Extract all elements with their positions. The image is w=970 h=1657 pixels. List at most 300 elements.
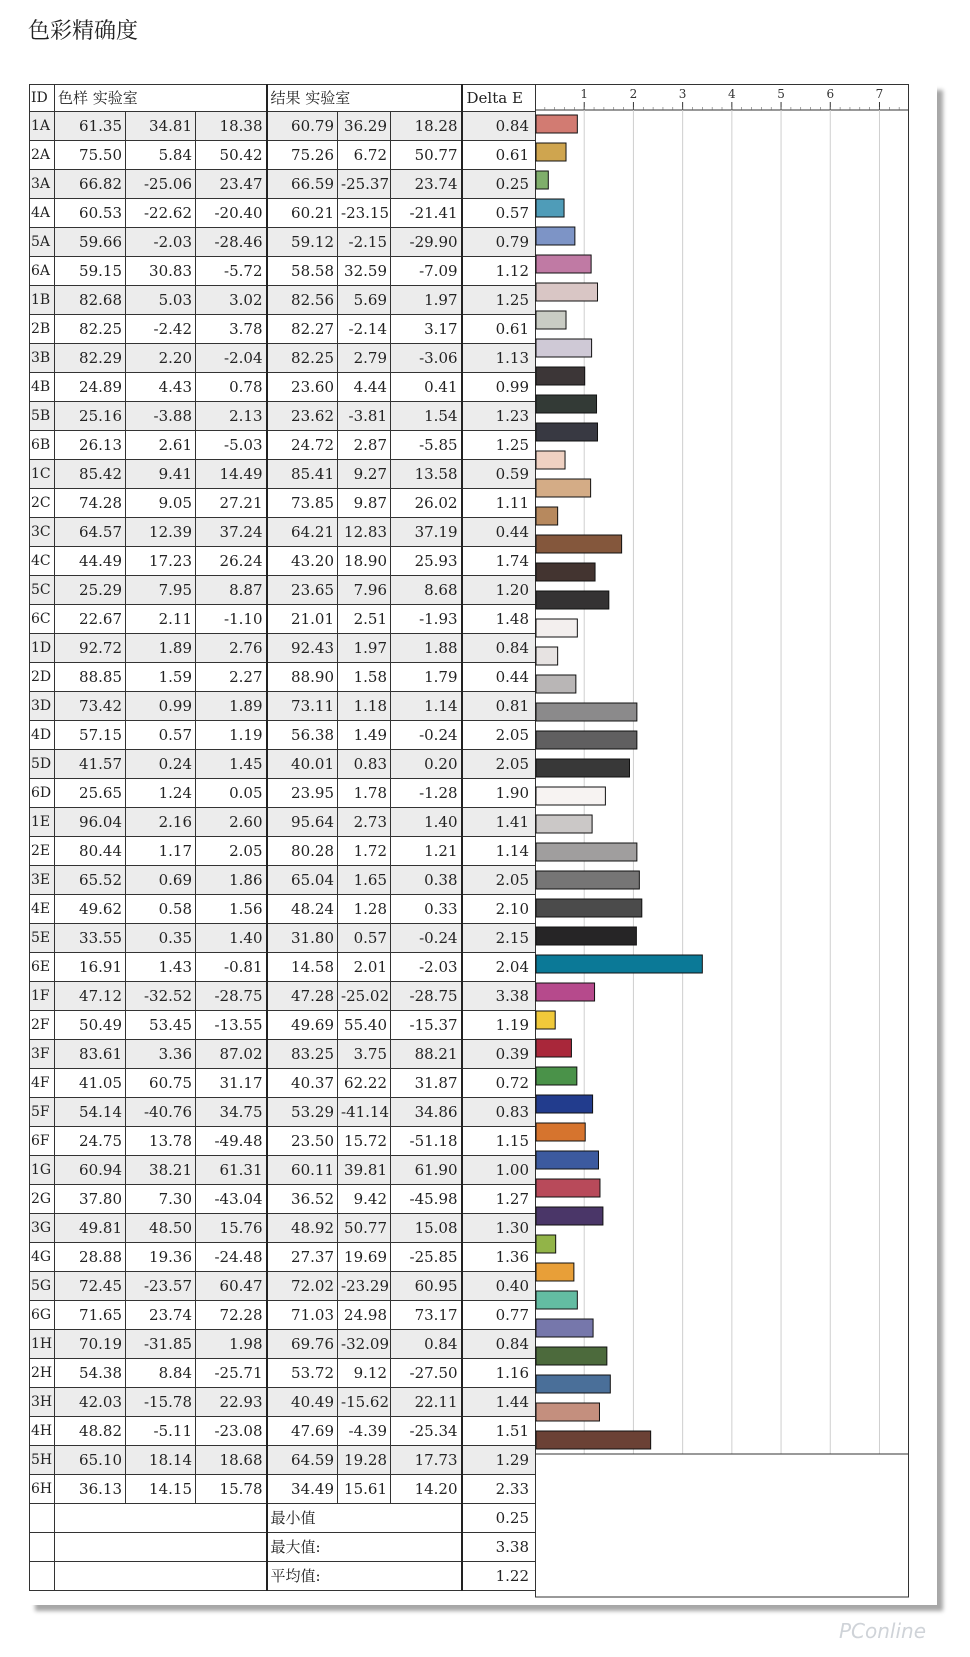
sample-lab-value: 48.82 bbox=[55, 1417, 126, 1446]
patch-id: 2H bbox=[30, 1359, 55, 1388]
delta-e-value: 0.79 bbox=[462, 228, 536, 257]
table-row bbox=[30, 1156, 536, 1185]
result-lab-value: 0.83 bbox=[338, 750, 391, 779]
result-lab-value: 9.12 bbox=[338, 1359, 391, 1388]
sample-lab-value: 57.15 bbox=[55, 721, 126, 750]
sample-lab-value: 83.61 bbox=[55, 1040, 126, 1069]
delta-e-value: 1.13 bbox=[462, 344, 536, 373]
result-lab-value: 27.37 bbox=[267, 1243, 338, 1272]
header-sample: 色样 实验室 bbox=[55, 85, 267, 112]
sample-lab-value: 15.76 bbox=[196, 1214, 267, 1243]
result-lab-value: 60.95 bbox=[391, 1272, 462, 1301]
summary-label: 最大值: bbox=[267, 1533, 462, 1562]
bar-2a bbox=[536, 143, 566, 161]
sample-lab-value: -0.81 bbox=[196, 953, 267, 982]
sample-lab-value: 15.78 bbox=[196, 1475, 267, 1504]
result-lab-value: 7.96 bbox=[338, 576, 391, 605]
result-lab-value: 0.84 bbox=[391, 1330, 462, 1359]
summary-label: 平均值: bbox=[267, 1562, 462, 1591]
bar-5b bbox=[536, 395, 597, 413]
patch-id: 1C bbox=[30, 460, 55, 489]
result-lab-value: -28.75 bbox=[391, 982, 462, 1011]
watermark: PConline bbox=[838, 1619, 926, 1643]
sample-lab-value: 22.93 bbox=[196, 1388, 267, 1417]
bar-4d bbox=[536, 703, 637, 721]
sample-lab-value: 53.45 bbox=[126, 1011, 196, 1040]
result-lab-value: 53.72 bbox=[267, 1359, 338, 1388]
bar-2h bbox=[536, 1319, 593, 1337]
table-row bbox=[30, 1359, 536, 1388]
bar-1b bbox=[536, 283, 598, 301]
result-lab-value: 12.83 bbox=[338, 518, 391, 547]
delta-e-value: 1.51 bbox=[462, 1417, 536, 1446]
sample-lab-value: 17.23 bbox=[126, 547, 196, 576]
patch-id: 3A bbox=[30, 170, 55, 199]
sample-lab-value: 37.24 bbox=[196, 518, 267, 547]
sample-lab-value: 22.67 bbox=[55, 605, 126, 634]
result-lab-value: 60.21 bbox=[267, 199, 338, 228]
sample-lab-value: 5.03 bbox=[126, 286, 196, 315]
result-lab-value: 83.25 bbox=[267, 1040, 338, 1069]
sample-lab-value: 8.84 bbox=[126, 1359, 196, 1388]
result-lab-value: -1.28 bbox=[391, 779, 462, 808]
sample-lab-value: 87.02 bbox=[196, 1040, 267, 1069]
sample-lab-value: 38.21 bbox=[126, 1156, 196, 1185]
patch-id: 1A bbox=[30, 112, 55, 141]
patch-id: 3H bbox=[30, 1388, 55, 1417]
tick-label: 4 bbox=[728, 87, 736, 101]
result-lab-value: 13.58 bbox=[391, 460, 462, 489]
sample-lab-value: -20.40 bbox=[196, 199, 267, 228]
delta-e-value: 1.15 bbox=[462, 1127, 536, 1156]
result-lab-value: 17.73 bbox=[391, 1446, 462, 1475]
bar-1g bbox=[536, 1123, 585, 1141]
result-lab-value: 47.69 bbox=[267, 1417, 338, 1446]
table-row bbox=[30, 315, 536, 344]
bar-3h bbox=[536, 1347, 607, 1365]
result-lab-value: 21.01 bbox=[267, 605, 338, 634]
result-lab-value: -5.85 bbox=[391, 431, 462, 460]
result-lab-value: 72.02 bbox=[267, 1272, 338, 1301]
delta-e-value: 1.48 bbox=[462, 605, 536, 634]
sample-lab-value: 1.98 bbox=[196, 1330, 267, 1359]
page-title: 色彩精确度 bbox=[28, 19, 139, 44]
result-lab-value: 39.81 bbox=[338, 1156, 391, 1185]
result-lab-value: 4.44 bbox=[338, 373, 391, 402]
table-row bbox=[30, 257, 536, 286]
result-lab-value: 65.04 bbox=[267, 866, 338, 895]
result-lab-value: 0.57 bbox=[338, 924, 391, 953]
bar-5a bbox=[536, 227, 575, 245]
sample-lab-value: -24.48 bbox=[196, 1243, 267, 1272]
sample-lab-value: 7.95 bbox=[126, 576, 196, 605]
table-row bbox=[30, 228, 536, 257]
result-lab-value: 37.19 bbox=[391, 518, 462, 547]
result-lab-value: -21.41 bbox=[391, 199, 462, 228]
sample-lab-value: 60.47 bbox=[196, 1272, 267, 1301]
table-row bbox=[30, 402, 536, 431]
sample-lab-value: 71.65 bbox=[55, 1301, 126, 1330]
sample-lab-value: 3.78 bbox=[196, 315, 267, 344]
result-lab-value: 31.80 bbox=[267, 924, 338, 953]
result-lab-value: -15.62 bbox=[338, 1388, 391, 1417]
patch-id: 5F bbox=[30, 1098, 55, 1127]
tick-label: 2 bbox=[629, 87, 638, 101]
delta-e-value: 1.23 bbox=[462, 402, 536, 431]
sample-lab-value: 2.60 bbox=[196, 808, 267, 837]
table-row bbox=[30, 518, 536, 547]
result-lab-value: 15.72 bbox=[338, 1127, 391, 1156]
bar-4g bbox=[536, 1207, 603, 1225]
result-lab-value: 15.61 bbox=[338, 1475, 391, 1504]
result-lab-value: -23.15 bbox=[338, 199, 391, 228]
result-lab-value: 8.68 bbox=[391, 576, 462, 605]
bar-2e bbox=[536, 815, 592, 833]
bar-3f bbox=[536, 1011, 555, 1029]
sample-lab-value: 0.35 bbox=[126, 924, 196, 953]
patch-id: 2F bbox=[30, 1011, 55, 1040]
sample-lab-value: -5.11 bbox=[126, 1417, 196, 1446]
bar-3g bbox=[536, 1179, 600, 1197]
result-lab-value: 95.64 bbox=[267, 808, 338, 837]
chart-summary-area bbox=[536, 1454, 909, 1597]
sample-lab-value: 14.15 bbox=[126, 1475, 196, 1504]
bar-1a bbox=[536, 115, 577, 133]
table-row bbox=[30, 1301, 536, 1330]
table-row bbox=[30, 547, 536, 576]
result-lab-value: -4.39 bbox=[338, 1417, 391, 1446]
result-lab-value: -25.02 bbox=[338, 982, 391, 1011]
sample-lab-value: -3.88 bbox=[126, 402, 196, 431]
result-lab-value: 1.97 bbox=[391, 286, 462, 315]
result-lab-value: -2.15 bbox=[338, 228, 391, 257]
patch-id: 5A bbox=[30, 228, 55, 257]
bar-2d bbox=[536, 647, 558, 665]
bar-6e bbox=[536, 927, 636, 945]
sample-lab-value: 14.49 bbox=[196, 460, 267, 489]
sample-lab-value: 2.27 bbox=[196, 663, 267, 692]
sample-lab-value: -25.71 bbox=[196, 1359, 267, 1388]
sample-lab-value: 2.05 bbox=[196, 837, 267, 866]
sample-lab-value: 47.12 bbox=[55, 982, 126, 1011]
sample-lab-value: 72.28 bbox=[196, 1301, 267, 1330]
result-lab-value: 14.58 bbox=[267, 953, 338, 982]
result-lab-value: 2.79 bbox=[338, 344, 391, 373]
result-lab-value: 82.56 bbox=[267, 286, 338, 315]
table-row bbox=[30, 170, 536, 199]
table-row bbox=[30, 605, 536, 634]
result-lab-value: 32.59 bbox=[338, 257, 391, 286]
patch-id: 6H bbox=[30, 1475, 55, 1504]
delta-e-value: 1.25 bbox=[462, 286, 536, 315]
result-lab-value: 2.87 bbox=[338, 431, 391, 460]
sample-lab-value: 41.57 bbox=[55, 750, 126, 779]
delta-e-value: 0.44 bbox=[462, 663, 536, 692]
sample-lab-value: 85.42 bbox=[55, 460, 126, 489]
result-lab-value: 82.27 bbox=[267, 315, 338, 344]
result-lab-value: 9.87 bbox=[338, 489, 391, 518]
delta-e-value: 1.27 bbox=[462, 1185, 536, 1214]
result-lab-value: 1.65 bbox=[338, 866, 391, 895]
sample-lab-value: 28.88 bbox=[55, 1243, 126, 1272]
bar-3d bbox=[536, 675, 576, 693]
sample-lab-value: 34.75 bbox=[196, 1098, 267, 1127]
sample-lab-value: 59.15 bbox=[55, 257, 126, 286]
result-lab-value: -15.37 bbox=[391, 1011, 462, 1040]
sample-lab-value: 50.42 bbox=[196, 141, 267, 170]
sample-lab-value: 26.24 bbox=[196, 547, 267, 576]
patch-id: 2G bbox=[30, 1185, 55, 1214]
bar-5c bbox=[536, 563, 595, 581]
summary-row bbox=[30, 1504, 536, 1533]
header-delta-e: Delta E bbox=[462, 85, 536, 112]
patch-id: 4B bbox=[30, 373, 55, 402]
tick-label: 5 bbox=[777, 87, 785, 101]
sample-lab-value: -49.48 bbox=[196, 1127, 267, 1156]
sample-lab-value: 88.85 bbox=[55, 663, 126, 692]
sample-lab-value: 0.05 bbox=[196, 779, 267, 808]
bar-4b bbox=[536, 367, 585, 385]
sample-lab-value: 0.57 bbox=[126, 721, 196, 750]
result-lab-value: 23.74 bbox=[391, 170, 462, 199]
result-lab-value: 3.17 bbox=[391, 315, 462, 344]
delta-e-value: 1.25 bbox=[462, 431, 536, 460]
patch-id: 5H bbox=[30, 1446, 55, 1475]
sample-lab-value: -5.03 bbox=[196, 431, 267, 460]
table-row bbox=[30, 982, 536, 1011]
sample-lab-value: 24.89 bbox=[55, 373, 126, 402]
delta-e-value: 2.15 bbox=[462, 924, 536, 953]
result-lab-value: 1.58 bbox=[338, 663, 391, 692]
delta-e-value: 0.84 bbox=[462, 1330, 536, 1359]
summary-value: 3.38 bbox=[462, 1533, 536, 1562]
patch-id: 5E bbox=[30, 924, 55, 953]
summary-value: 0.25 bbox=[462, 1504, 536, 1533]
result-lab-value: 59.12 bbox=[267, 228, 338, 257]
result-lab-value: -41.14 bbox=[338, 1098, 391, 1127]
patch-id: 2D bbox=[30, 663, 55, 692]
bar-5e bbox=[536, 899, 642, 917]
bar-5d bbox=[536, 731, 637, 749]
table-row bbox=[30, 808, 536, 837]
sample-lab-value: 92.72 bbox=[55, 634, 126, 663]
patch-id: 3D bbox=[30, 692, 55, 721]
result-lab-value: 66.59 bbox=[267, 170, 338, 199]
result-lab-value: -7.09 bbox=[391, 257, 462, 286]
result-lab-value: 2.51 bbox=[338, 605, 391, 634]
delta-e-value: 1.14 bbox=[462, 837, 536, 866]
result-lab-value: 36.52 bbox=[267, 1185, 338, 1214]
patch-id: 2C bbox=[30, 489, 55, 518]
result-lab-value: 2.01 bbox=[338, 953, 391, 982]
sample-lab-value: 3.36 bbox=[126, 1040, 196, 1069]
sample-lab-value: 70.19 bbox=[55, 1330, 126, 1359]
sample-lab-value: 72.45 bbox=[55, 1272, 126, 1301]
result-lab-value: 49.69 bbox=[267, 1011, 338, 1040]
result-lab-value: 61.90 bbox=[391, 1156, 462, 1185]
patch-id: 5B bbox=[30, 402, 55, 431]
result-lab-value: 19.28 bbox=[338, 1446, 391, 1475]
sample-lab-value: 0.58 bbox=[126, 895, 196, 924]
result-lab-value: 58.58 bbox=[267, 257, 338, 286]
delta-e-value: 0.81 bbox=[462, 692, 536, 721]
result-lab-value: 82.25 bbox=[267, 344, 338, 373]
result-lab-value: 23.65 bbox=[267, 576, 338, 605]
result-lab-value: 34.86 bbox=[391, 1098, 462, 1127]
bar-3c bbox=[536, 507, 558, 525]
result-lab-value: 64.59 bbox=[267, 1446, 338, 1475]
patch-id: 6E bbox=[30, 953, 55, 982]
sample-lab-value: 64.57 bbox=[55, 518, 126, 547]
table-header-row bbox=[30, 85, 536, 112]
result-lab-value: 23.62 bbox=[267, 402, 338, 431]
table-row bbox=[30, 1417, 536, 1446]
bar-4c bbox=[536, 535, 622, 553]
delta-e-value: 0.44 bbox=[462, 518, 536, 547]
sample-lab-value: 54.38 bbox=[55, 1359, 126, 1388]
result-lab-value: -2.03 bbox=[391, 953, 462, 982]
sample-lab-value: 19.36 bbox=[126, 1243, 196, 1272]
sample-lab-value: 2.61 bbox=[126, 431, 196, 460]
result-lab-value: 73.17 bbox=[391, 1301, 462, 1330]
result-lab-value: 80.28 bbox=[267, 837, 338, 866]
patch-id: 4E bbox=[30, 895, 55, 924]
sample-lab-value: 48.50 bbox=[126, 1214, 196, 1243]
bar-4h bbox=[536, 1375, 610, 1393]
delta-e-value: 0.84 bbox=[462, 634, 536, 663]
bar-3a bbox=[536, 171, 548, 189]
patch-id: 4F bbox=[30, 1069, 55, 1098]
patch-id: 4H bbox=[30, 1417, 55, 1446]
sample-lab-value: 24.75 bbox=[55, 1127, 126, 1156]
patch-id: 1D bbox=[30, 634, 55, 663]
result-lab-value: 24.98 bbox=[338, 1301, 391, 1330]
sample-lab-value: 75.50 bbox=[55, 141, 126, 170]
patch-id: 6D bbox=[30, 779, 55, 808]
patch-id: 6F bbox=[30, 1127, 55, 1156]
sample-lab-value: 82.29 bbox=[55, 344, 126, 373]
summary-empty bbox=[55, 1504, 267, 1533]
sample-lab-value: 1.59 bbox=[126, 663, 196, 692]
bar-5f bbox=[536, 1067, 577, 1085]
delta-e-value: 1.00 bbox=[462, 1156, 536, 1185]
result-lab-value: 0.20 bbox=[391, 750, 462, 779]
sample-lab-value: 80.44 bbox=[55, 837, 126, 866]
table-row bbox=[30, 1011, 536, 1040]
sample-lab-value: 2.16 bbox=[126, 808, 196, 837]
sample-lab-value: 1.56 bbox=[196, 895, 267, 924]
result-lab-value: 9.27 bbox=[338, 460, 391, 489]
sample-lab-value: 1.24 bbox=[126, 779, 196, 808]
result-lab-value: 56.38 bbox=[267, 721, 338, 750]
sample-lab-value: 96.04 bbox=[55, 808, 126, 837]
bar-6c bbox=[536, 591, 609, 609]
table-row bbox=[30, 953, 536, 982]
sample-lab-value: 1.40 bbox=[196, 924, 267, 953]
table-row bbox=[30, 344, 536, 373]
delta-e-value: 1.41 bbox=[462, 808, 536, 837]
result-lab-value: 75.26 bbox=[267, 141, 338, 170]
patch-id: 6B bbox=[30, 431, 55, 460]
sample-lab-value: 49.81 bbox=[55, 1214, 126, 1243]
result-lab-value: 1.78 bbox=[338, 779, 391, 808]
sample-lab-value: 60.53 bbox=[55, 199, 126, 228]
patch-id: 1B bbox=[30, 286, 55, 315]
result-lab-value: 60.79 bbox=[267, 112, 338, 141]
result-lab-value: 85.41 bbox=[267, 460, 338, 489]
sample-lab-value: 27.21 bbox=[196, 489, 267, 518]
result-lab-value: 15.08 bbox=[391, 1214, 462, 1243]
result-lab-value: 9.42 bbox=[338, 1185, 391, 1214]
delta-e-value: 0.84 bbox=[462, 112, 536, 141]
delta-e-value: 0.57 bbox=[462, 199, 536, 228]
sample-lab-value: 23.47 bbox=[196, 170, 267, 199]
sample-lab-value: 1.43 bbox=[126, 953, 196, 982]
result-lab-value: 40.01 bbox=[267, 750, 338, 779]
result-lab-value: -25.37 bbox=[338, 170, 391, 199]
sample-lab-value: 3.02 bbox=[196, 286, 267, 315]
bar-1h bbox=[536, 1291, 577, 1309]
patch-id: 5D bbox=[30, 750, 55, 779]
patch-id: 3F bbox=[30, 1040, 55, 1069]
sample-lab-value: -28.46 bbox=[196, 228, 267, 257]
result-lab-value: 0.38 bbox=[391, 866, 462, 895]
bar-4e bbox=[536, 871, 639, 889]
bar-3e bbox=[536, 843, 637, 861]
result-lab-value: 47.28 bbox=[267, 982, 338, 1011]
patch-id: 1E bbox=[30, 808, 55, 837]
patch-id: 5C bbox=[30, 576, 55, 605]
result-lab-value: 1.72 bbox=[338, 837, 391, 866]
patch-id: 6C bbox=[30, 605, 55, 634]
sample-lab-value: 73.42 bbox=[55, 692, 126, 721]
bar-4f bbox=[536, 1039, 571, 1057]
delta-e-value: 0.61 bbox=[462, 141, 536, 170]
header-id: ID bbox=[30, 85, 55, 112]
sample-lab-value: 8.87 bbox=[196, 576, 267, 605]
summary-empty bbox=[30, 1562, 55, 1591]
result-lab-value: -2.14 bbox=[338, 315, 391, 344]
result-lab-value: -32.09 bbox=[338, 1330, 391, 1359]
result-lab-value: 26.02 bbox=[391, 489, 462, 518]
result-lab-value: 36.29 bbox=[338, 112, 391, 141]
sample-lab-value: 37.80 bbox=[55, 1185, 126, 1214]
delta-e-value: 2.10 bbox=[462, 895, 536, 924]
color-accuracy-table bbox=[29, 84, 536, 1591]
delta-e-value: 1.11 bbox=[462, 489, 536, 518]
result-lab-value: 5.69 bbox=[338, 286, 391, 315]
tick-label: 7 bbox=[875, 87, 884, 101]
result-lab-value: -0.24 bbox=[391, 721, 462, 750]
result-lab-value: 40.37 bbox=[267, 1069, 338, 1098]
summary-empty bbox=[55, 1533, 267, 1562]
sample-lab-value: 54.14 bbox=[55, 1098, 126, 1127]
sample-lab-value: -28.75 bbox=[196, 982, 267, 1011]
result-lab-value: 50.77 bbox=[391, 141, 462, 170]
delta-e-value: 2.33 bbox=[462, 1475, 536, 1504]
bar-6g bbox=[536, 1263, 574, 1281]
table-row bbox=[30, 286, 536, 315]
table-row bbox=[30, 721, 536, 750]
result-lab-value: 55.40 bbox=[338, 1011, 391, 1040]
result-lab-value: 34.49 bbox=[267, 1475, 338, 1504]
table-row bbox=[30, 373, 536, 402]
sample-lab-value: -32.52 bbox=[126, 982, 196, 1011]
sample-lab-value: 61.35 bbox=[55, 112, 126, 141]
sample-lab-value: 41.05 bbox=[55, 1069, 126, 1098]
result-lab-value: 48.24 bbox=[267, 895, 338, 924]
patch-id: 4A bbox=[30, 199, 55, 228]
